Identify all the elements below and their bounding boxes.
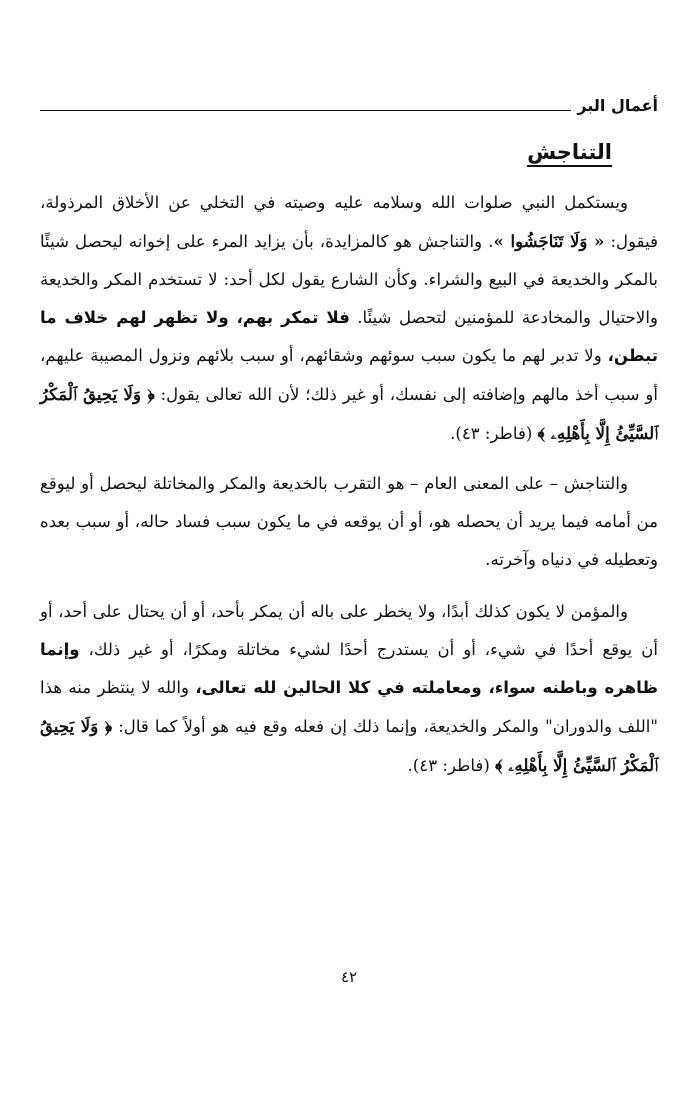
paragraph-3-bold-text: وإنما ظاهره وباطنه سواء، ومعاملته في كلا الحالين لله تعالى، (40, 640, 658, 697)
paragraph-1 (40, 184, 658, 453)
paragraph-2: والتناجش – على المعنى العام – هو التقرب بالخديعة والمكر والمخاتلة ليحصل أو ليوقع من أمامه فيما يريد أن يحصله هو، أو أن يوقعه في ما يكون سبب فساد حاله، أو سبب بعده وتعطيله في دنياه وآخرته. (40, 474, 658, 569)
section-heading: التناجش (527, 140, 612, 164)
paragraph-1-text-b: . والتناجش هو كالمزايدة، بأن يزايد المرء على إخوانه ليحصل شيئًا بالمكر والخديعة في البيع والشراء. وكأن الشارع يقول لكل أحد: لا تستخدم المكر والخديعة والاحتيال والمخادعة للمؤمنين لتحصل شيئًا. (40, 232, 658, 327)
running-head (40, 96, 658, 115)
body-text (40, 184, 658, 785)
running-head-rule (40, 110, 571, 111)
paragraph-1-bold-text: فلا تمكر بهم، ولا تظهر لهم خلاف ما تبطن، (40, 308, 658, 365)
running-head-title: أعمال البر (577, 96, 658, 115)
quran-verse-2: ﴿ وَلَا يَحِيقُ ٱلْمَكْرُ ٱلسَّيِّئُ إِلَّا بِأَهْلِهِۦ ﴾ (40, 716, 658, 775)
quran-reference-1: (فاطر: ٤٣). (450, 424, 538, 443)
paragraph-1-text-a: ويستكمل النبي صلوات الله وسلامه عليه وصيته في التخلي عن الأخلاق المرذولة، فيقول: (40, 193, 659, 251)
quran-verse-1: ﴿ وَلَا يَحِيقُ ٱلْمَكْرُ ٱلسَّيِّئُ إِلَّا بِأَهْلِهِۦ ﴾ (40, 384, 658, 443)
paragraph-1-text-c: ولا تدبر لهم ما يكون سبب سوئهم وشقائهم، أو سبب بلائهم ونزول المصيبة عليهم، أو سبب أخذ مالهم وإضافته إلى نفسك، أو غير ذلك؛ لأن الله تعالى يقول: (40, 346, 658, 404)
page-number: ٤٢ (340, 968, 358, 986)
paragraph-3-text-b: والله لا ينتظر منه هذا "اللف والدوران" والمكر والخديعة، وإنما ذلك إن فعله وقع فيه هو أولاً كما قال: (40, 678, 659, 736)
quran-reference-2: (فاطر: ٤٣). (407, 756, 496, 775)
paragraph-3-text-a: والمؤمن لا يكون كذلك أبدًا، ولا يخطر على باله أن يمكر بأحد، أو أن يحتال على أحد، أو أن يوقع أحدًا في شيء، أو أن يستدرج أحدًا لشيء مخاتلة ومكرًا، أو غير ذلك، (40, 602, 658, 659)
hadith-quote: « وَلَا تَنَاجَشُوا » (493, 231, 605, 251)
paragraph-3 (40, 593, 658, 785)
